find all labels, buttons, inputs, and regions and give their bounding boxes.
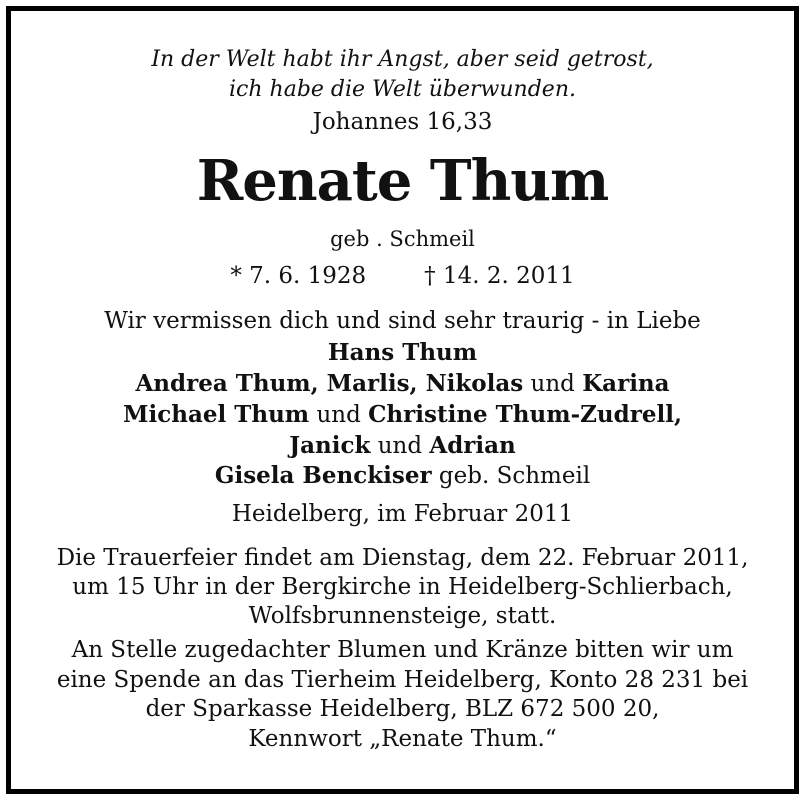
bible-reference: Johannes 16,33: [312, 109, 493, 135]
mourner-christine: Christine Thum-Zudrell,: [368, 401, 682, 428]
funeral-line-2: um 15 Uhr in der Bergkirche in Heidelberg-Schlierbach,: [72, 574, 733, 600]
maiden-name: geb . Schmeil: [330, 227, 475, 251]
place-date: Heidelberg, im Februar 2011: [231, 501, 574, 527]
mourner-hans: Hans Thum: [327, 339, 478, 366]
mourner-line-3: [11, 400, 794, 430]
death-date: † 14. 2. 2011: [424, 263, 575, 289]
mourner-adrian: Adrian: [429, 432, 516, 459]
conjunction: und: [316, 402, 361, 428]
gisela-maiden-name: geb. Schmeil: [438, 463, 591, 489]
funeral-line-1: Die Trauerfeier findet am Dienstag, dem 22. Februar 2011,: [56, 545, 749, 571]
bible-quote-line-1: In der Welt habt ihr Angst, aber seid getrost,: [151, 47, 654, 72]
mourner-michael: Michael Thum: [123, 401, 310, 428]
donation-line-3: der Sparkasse Heidelberg, BLZ 672 500 20,: [145, 696, 660, 722]
mourner-karina: Karina: [582, 370, 670, 397]
mourner-janick: Janick: [289, 432, 371, 459]
life-dates: [11, 261, 794, 291]
mourners-intro: Wir vermissen dich und sind sehr traurig - in Liebe: [104, 308, 701, 334]
funeral-line-3: Wolfsbrunnensteige, statt.: [248, 603, 557, 629]
conjunction: und: [530, 371, 575, 397]
birth-date: * 7. 6. 1928: [230, 263, 367, 289]
conjunction: und: [377, 433, 423, 459]
mourner-gisela: Gisela Benckiser: [214, 462, 432, 489]
mourner-andrea: Andrea Thum, Marlis, Nikolas: [135, 370, 524, 397]
mourner-line-2: [11, 369, 794, 399]
obituary-notice: [6, 6, 799, 794]
mourner-line-5: [11, 461, 794, 491]
bible-quote-line-2: ich habe die Welt überwunden.: [229, 77, 576, 102]
mourner-line-4: [11, 431, 794, 461]
donation-line-1: An Stelle zugedachter Blumen und Kränze bitten wir um: [71, 637, 734, 663]
donation-line-4: Kennwort „Renate Thum.“: [248, 726, 557, 752]
mourner-line-1: [11, 338, 794, 368]
deceased-name: Renate Thum: [196, 148, 609, 214]
donation-line-2: eine Spende an das Tierheim Heidelberg, Konto 28 231 bei: [56, 667, 749, 693]
